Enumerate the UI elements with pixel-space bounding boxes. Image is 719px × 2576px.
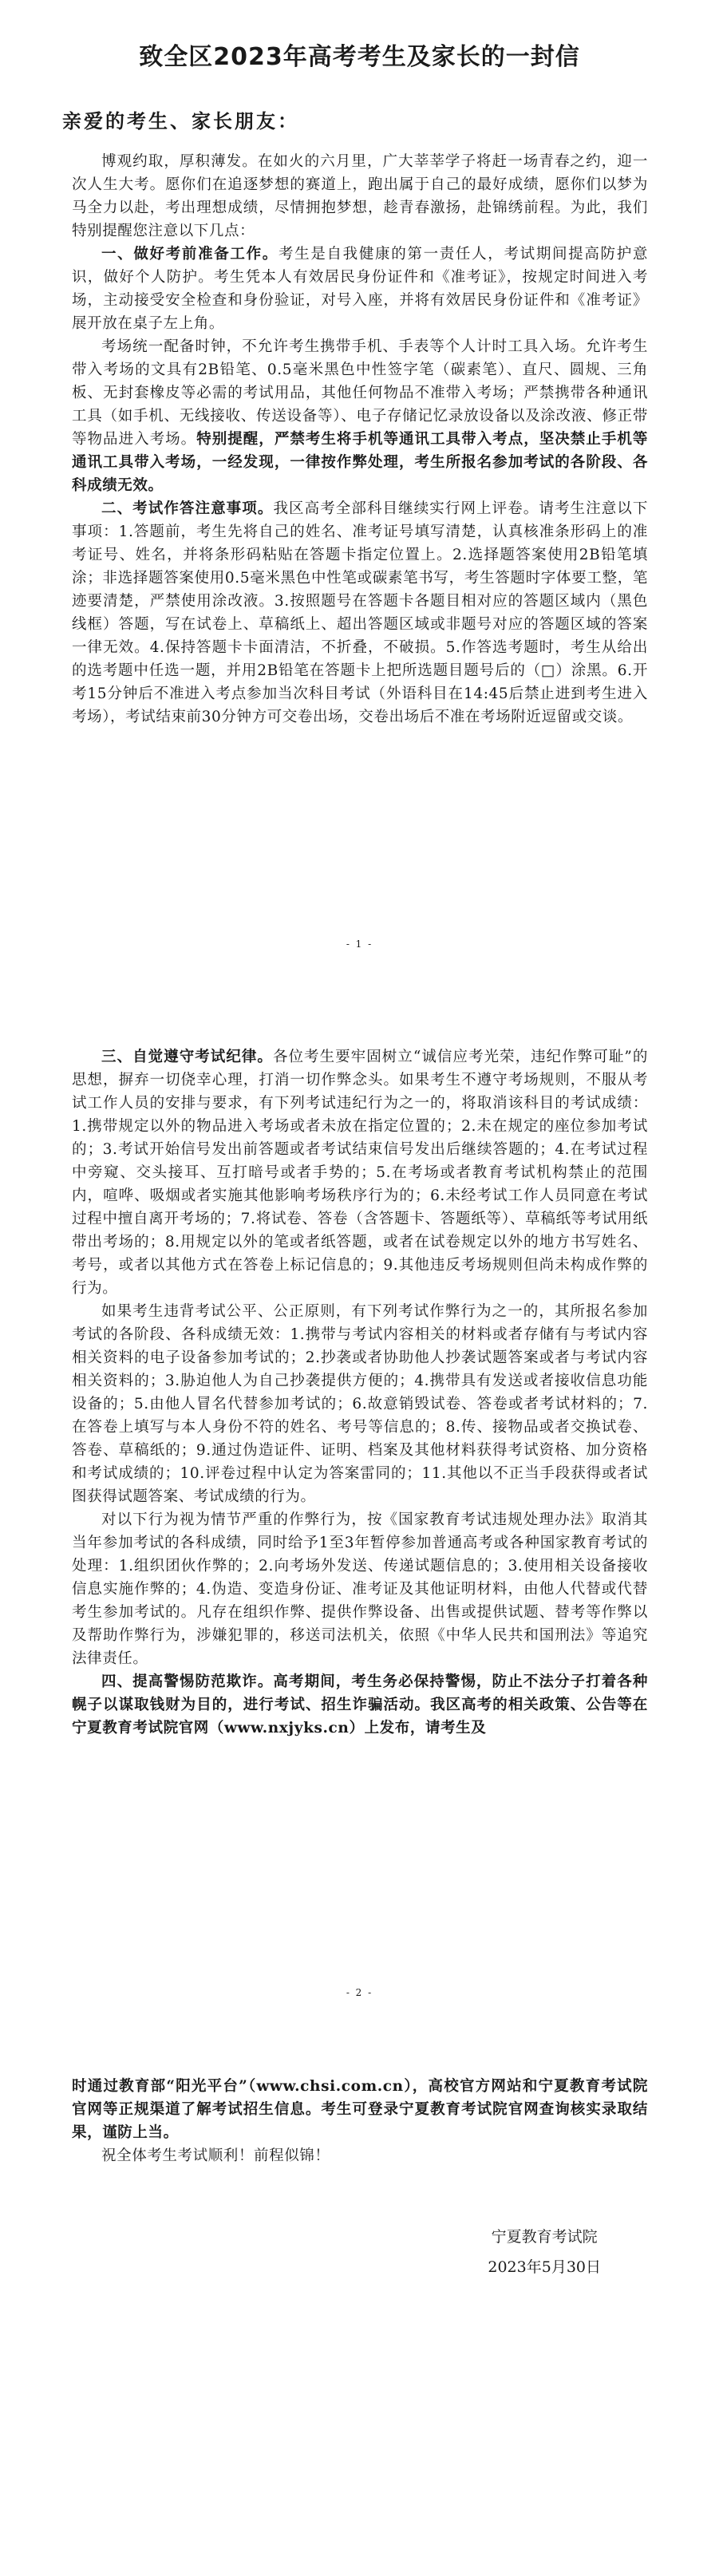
letter-page-1	[0, 0, 719, 998]
closing-wish: 祝全体考生考试顺利！前程似锦！	[101, 2147, 330, 2164]
section3-heading: 三、自觉遵守考试纪律。	[101, 1049, 273, 1065]
letter-page-2	[0, 998, 719, 2035]
serious-cheating-paragraph: 对以下行为视为情节严重的作弊行为，按《国家教育考试违规处理办法》取消其当年参加考试的各科成绩，同时给予1至3年暂停参加普通高考或各种国家教育考试的处理：1.组织团伙作弊的；2.向考场外发送、传递试题信息的；3.使用相关设备接收信息实施作弊的；4.伪造、变造身份证、准考证及其他证明材料，由他人代替或代替考生参加考试的。凡存在组织作弊、提供作弊设备、出售或提供试题、替考等作弊以及帮助作弊行为，涉嫌犯罪的，移送司法机关，依照《中华人民共和国刑法》等追究法律责任。	[72, 1511, 648, 1667]
page3-body	[72, 2075, 648, 2167]
section1-paragraph-2	[72, 335, 648, 497]
page1-body	[72, 150, 648, 729]
section3-text: 各位考生要牢固树立“诚信应考光荣，违纪作弊可耻”的思想，摒弃一切侥幸心理，打消一切作弊念头。如果考生不遵守考场规则，不服从考试工作人员的安排与要求，有下列考试违纪行为之一的，将取消该科目的考试成绩：1.携带规定以外的物品进入考场或者未放在指定位置的；2.未在规定的座位参加考试的；3.考试开始信号发出前答题或者考试结束信号发出后继续答题的；4.在考试过程中旁窥、交头接耳、互打暗号或者手势的；5.在考场或者教育考试机构禁止的范围内，喧哗、吸烟或者实施其他影响考场秩序行为的；6.未经考试工作人员同意在考试过程中擅自离开考场的；7.将试卷、答卷（含答题卡、答题纸等）、草稿纸等考试用纸带出考场的；8.用规定以外的笔或者纸答题，或者在试卷规定以外的地方书写姓名、考号，或者以其他方式在答卷上标记信息的；9.其他违反考场规则但尚未构成作弊的行为。	[72, 1049, 648, 1297]
section2-heading: 二、考试作答注意事项。	[101, 500, 274, 517]
section4-paragraph: 四、提高警惕防范欺诈。高考期间，考生务必保持警惕，防止不法分子打着各种幌子以谋取钱财为目的，进行考试、招生诈骗活动。我区高考的相关政策、公告等在宁夏教育考试院官网（www.nxjyks.cn）上发布，请考生及	[72, 1673, 648, 1736]
section2-paragraph	[72, 497, 648, 729]
section1-p2-text: 考场统一配备时钟，不允许考生携带手机、手表等个人计时工具入场。允许考生带入考场的文具有2B铅笔、0.5毫米黑色中性签字笔（碳素笔）、直尺、圆规、三角板、无封套橡皮等必需的考试用品，其他任何物品不准带入考场；严禁携带各种通讯工具（如手机、无线接收、传送设备等）、电子存储记忆录放设备以及涂改液、修正带等物品进入考场。	[72, 338, 648, 448]
intro-paragraph: 博观约取，厚积薄发。在如火的六月里，广大莘莘学子将赶一场青春之约，迎一次人生大考。愿你们在追逐梦想的赛道上，跑出属于自己的最好成绩，愿你们以梦为马全力以赴，考出理想成绩，尽情拥抱梦想，趁青春激扬，赴锦绣前程。为此，我们特别提醒您注意以下几点：	[72, 153, 648, 239]
signature-block	[488, 2222, 601, 2282]
section1-text: 考生是自我健康的第一责任人，考试期间提高防护意识，做好个人防护。考生凭本人有效居民身份证件和《准考证》，按规定时间进入考场，主动接受安全检查和身份验证，对号入座，并将有效居民身份证件和《准考证》展开放在桌子左上角。	[72, 246, 648, 332]
section1-p2-warning: 特别提醒，严禁考生将手机等通讯工具带入考点，坚决禁止手机等通讯工具带入考场，一经发现，一律按作弊处理，考生所报名参加考试的各阶段、各科成绩无效。	[72, 431, 648, 494]
cheating-paragraph: 如果考生违背考试公平、公正原则，有下列考试作弊行为之一的，其所报名参加考试的各阶段、各科成绩无效：1.携带与考试内容相关的材料或者存储有与考试内容相关资料的电子设备参加考试的；2.抄袭或者协助他人抄袭试题答案或者与考试内容相关资料的；3.胁迫他人为自己抄袭提供方便的；4.携带具有发送或者接收信息功能设备的；5.由他人冒名代替参加考试的；6.故意销毁试卷、答卷或者考试材料的；7.在答卷上填写与本人身份不符的姓名、考号等信息的；8.传、接物品或者交换试卷、答卷、草稿纸的；9.通过伪造证件、证明、档案及其他材料获得考试资格、加分资格和考试成绩的；10.评卷过程中认定为答案雷同的；11.其他以不正当手段获得或者试图获得试题答案、考试成绩的行为。	[72, 1303, 648, 1505]
greeting: 亲爱的考生、家长朋友：	[62, 110, 299, 132]
section2-text: 我区高考全部科目继续实行网上评卷。请考生注意以下事项：1.答题前，考生先将自己的姓名、准考证号填写清楚，认真核准条形码上的准考证号、姓名，并将条形码粘贴在答题卡指定位置上。2.选择题答案使用2B铅笔填涂；非选择题答案使用0.5毫米黑色中性笔或碳素笔书写，考生答题时字体要工整，笔迹要清楚，严禁使用涂改液。3.按照题号在答题卡各题目相对应的答题区域内（黑色线框）答题，写在试卷上、草稿纸上、超出答题区域或非题号对应的答题区域的答案一律无效。4.保持答题卡卡面清洁，不折叠，不破损。5.作答选考题时，考生从给出的选考题中任选一题，并用2B铅笔在答题卡上把所选题目题号后的（□）涂黑。6.开考15分钟后不准进入考点参加当次科目考试（外语科目在14:45后禁止进到考生进入考场），考试结束前30分钟方可交卷出场，交卷出场后不准在考场附近逗留或交谈。	[72, 500, 648, 725]
signature-organization: 宁夏教育考试院	[491, 2228, 598, 2246]
section1-heading: 一、做好考前准备工作。	[101, 246, 279, 263]
page2-body	[72, 1045, 648, 1740]
letter-title: 致全区2023年高考考生及家长的一封信	[139, 43, 580, 71]
section3-paragraph	[72, 1045, 648, 1300]
letter-page-3	[0, 2035, 719, 2576]
section4-continuation: 时通过教育部“阳光平台”（www.chsi.com.cn），高校官方网站和宁夏教育考试院官网等正规渠道了解考试招生信息。考生可登录宁夏教育考试院官网查询核实录取结果，谨防上当。	[72, 2078, 648, 2141]
signature-date: 2023年5月30日	[488, 2258, 601, 2276]
section1-paragraph	[72, 243, 648, 335]
page-number-2: - 2 -	[346, 1987, 373, 1998]
page-number-1: - 1 -	[346, 938, 373, 950]
